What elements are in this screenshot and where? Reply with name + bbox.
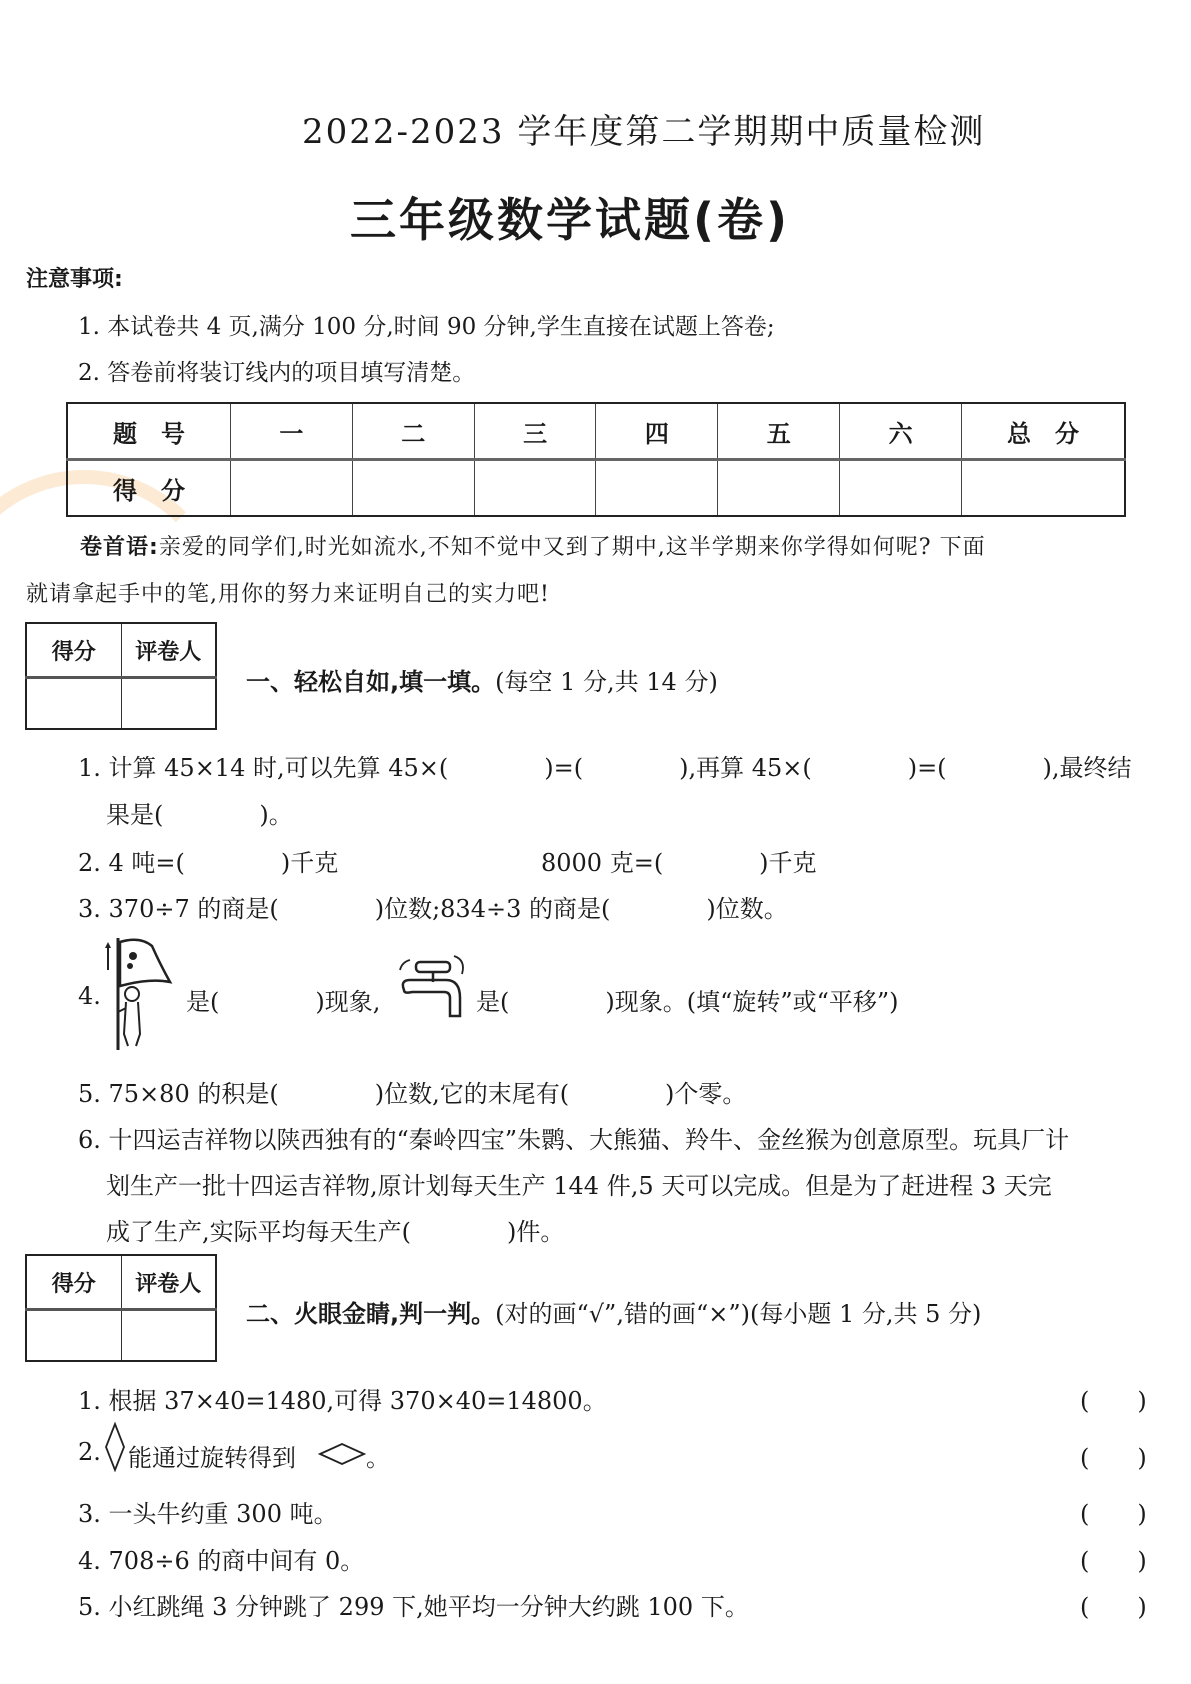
header-cell: 六 bbox=[840, 403, 962, 460]
question-1-4b: 是( )现象。(填“旋转”或“平移”) bbox=[476, 988, 899, 1016]
note-item-1: 1. 本试卷共 4 页,满分 100 分,时间 90 分钟,学生直接在试题上答卷; bbox=[78, 314, 775, 340]
judge-question-5: 5. 小红跳绳 3 分钟跳了 299 下,她平均一分钟大约跳 100 下。 bbox=[78, 1593, 749, 1621]
section-1-title: 一、轻松自如,填一填。(每空 1 分,共 14 分) bbox=[246, 668, 718, 696]
score-cell[interactable] bbox=[352, 460, 474, 517]
judge-question-1: 1. 根据 37×40=1480,可得 370×40=14800。 bbox=[78, 1387, 607, 1415]
grader-name-label: 评卷人 bbox=[121, 1255, 216, 1310]
answer-paren-4[interactable]: ( ) bbox=[1080, 1547, 1147, 1575]
preface-line-2: 就请拿起手中的笔,用你的努力来证明自己的实力吧! bbox=[26, 582, 550, 607]
grader-score-label: 得分 bbox=[26, 1255, 121, 1310]
question-1-4-number: 4. bbox=[78, 982, 101, 1010]
vertical-diamond-icon bbox=[104, 1422, 126, 1476]
question-1-4a: 是( )现象, bbox=[186, 988, 381, 1016]
question-1-6: 6. 十四运吉祥物以陕西独有的“秦岭四宝”朱鹮、大熊猫、羚牛、金丝猴为创意原型。玩具厂计 bbox=[78, 1126, 1070, 1154]
notes-heading: 注意事项: bbox=[26, 267, 123, 292]
grader-score-cell[interactable] bbox=[26, 1310, 121, 1362]
question-1-1: 1. 计算 45×14 时,可以先算 45×( )=( ),再算 45×( )=( ),最终结 bbox=[78, 754, 1132, 782]
section-2-title: 二、火眼金睛,判一判。(对的画“√”,错的画“×”)(每小题 1 分,共 5 分) bbox=[246, 1300, 982, 1328]
header-cell: 四 bbox=[596, 403, 718, 460]
score-table-header-row bbox=[67, 403, 1125, 460]
answer-paren-1[interactable]: ( ) bbox=[1080, 1387, 1147, 1415]
question-1-6-cont-2: 成了生产,实际平均每天生产( )件。 bbox=[106, 1218, 565, 1246]
header-cell: 题 号 bbox=[67, 403, 231, 460]
judge-question-2: 能通过旋转得到 bbox=[128, 1444, 296, 1472]
score-table bbox=[66, 402, 1126, 517]
judge-question-3: 3. 一头牛约重 300 吨。 bbox=[78, 1500, 338, 1528]
score-cell[interactable] bbox=[840, 460, 962, 517]
grader-name-label: 评卷人 bbox=[121, 623, 216, 678]
score-table-score-row bbox=[67, 460, 1125, 517]
score-label-cell: 得 分 bbox=[67, 460, 231, 517]
answer-paren-5[interactable]: ( ) bbox=[1080, 1593, 1147, 1621]
score-cell[interactable] bbox=[718, 460, 840, 517]
grader-score-cell[interactable] bbox=[26, 678, 121, 730]
exam-title: 三年级数学试题(卷) bbox=[350, 193, 791, 247]
preface-line-1: 卷首语:亲爱的同学们,时光如流水,不知不觉中又到了期中,这半学期来你学得如何呢? 下面 bbox=[80, 535, 986, 560]
answer-paren-3[interactable]: ( ) bbox=[1080, 1500, 1147, 1528]
grader-name-cell[interactable] bbox=[121, 1310, 216, 1362]
score-cell[interactable] bbox=[231, 460, 353, 517]
note-item-2: 2. 答卷前将装订线内的项目填写清楚。 bbox=[78, 360, 476, 386]
grader-box-section-2 bbox=[25, 1254, 217, 1362]
answer-paren-2[interactable]: ( ) bbox=[1080, 1444, 1147, 1472]
score-cell[interactable] bbox=[474, 460, 596, 517]
score-cell[interactable] bbox=[962, 460, 1126, 517]
grader-score-label: 得分 bbox=[26, 623, 121, 678]
question-1-2a: 2. 4 吨=( )千克 bbox=[78, 849, 339, 877]
flag-raising-icon bbox=[100, 934, 190, 1056]
grader-name-cell[interactable] bbox=[121, 678, 216, 730]
header-cell: 一 bbox=[231, 403, 353, 460]
score-cell[interactable] bbox=[596, 460, 718, 517]
horizontal-diamond-icon bbox=[318, 1442, 366, 1470]
preface-label: 卷首语: bbox=[80, 535, 159, 560]
judge-question-2-number: 2. bbox=[78, 1438, 101, 1466]
faucet-icon bbox=[396, 950, 476, 1034]
question-1-2b: 8000 克=( )千克 bbox=[541, 849, 817, 877]
grader-box-section-1 bbox=[25, 622, 217, 730]
header-cell: 总 分 bbox=[962, 403, 1126, 460]
exam-subtitle: 2022-2023 学年度第二学期期中质量检测 bbox=[302, 112, 986, 152]
header-cell: 五 bbox=[718, 403, 840, 460]
question-1-3: 3. 370÷7 的商是( )位数;834÷3 的商是( )位数。 bbox=[78, 895, 788, 923]
header-cell: 三 bbox=[474, 403, 596, 460]
question-1-5: 5. 75×80 的积是( )位数,它的末尾有( )个零。 bbox=[78, 1080, 747, 1108]
question-1-1-cont: 果是( )。 bbox=[106, 801, 293, 829]
judge-question-2-end: 。 bbox=[366, 1444, 390, 1472]
judge-question-4: 4. 708÷6 的商中间有 0。 bbox=[78, 1547, 365, 1575]
header-cell: 二 bbox=[352, 403, 474, 460]
question-1-6-cont-1: 划生产一批十四运吉祥物,原计划每天生产 144 件,5 天可以完成。但是为了赶进程 3 天完 bbox=[106, 1172, 1052, 1200]
